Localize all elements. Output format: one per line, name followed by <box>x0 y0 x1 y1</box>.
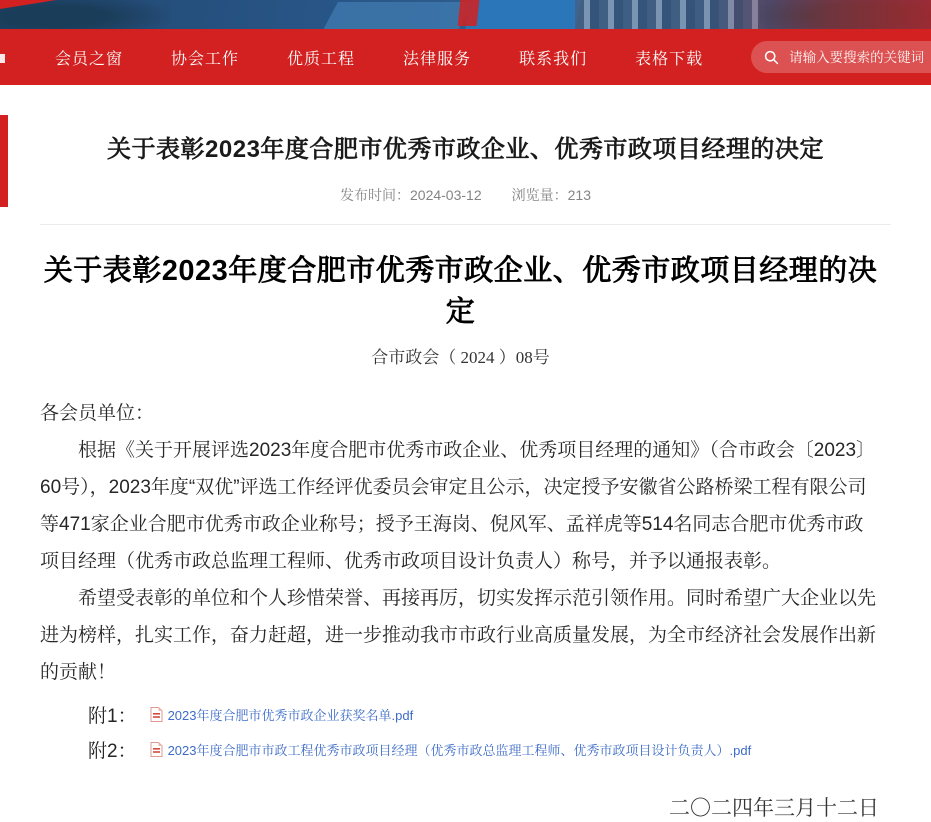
nav-item-legal-services[interactable]: 法律服务 <box>403 50 472 68</box>
document-date: 二〇二四年三月十二日 <box>669 797 879 820</box>
attachment-1-link[interactable]: 2023年度合肥市优秀市政企业获奖名单.pdf <box>167 708 414 723</box>
attachment-2-label: 附2： <box>88 741 137 762</box>
attachments <box>40 697 881 767</box>
main-nav <box>0 29 931 85</box>
nav-item-member-window[interactable]: 会员之窗 <box>55 50 124 68</box>
nav-item-association-work[interactable]: 协会工作 <box>171 50 240 68</box>
search-icon <box>764 50 779 65</box>
attachment-2-link[interactable]: 2023年度合肥市市政工程优秀市政项目经理（优秀市政总监理工程师、优秀市政项目设计负责人）.pdf <box>167 743 752 758</box>
document-title: 关于表彰2023年度合肥市优秀市政企业、优秀市政项目经理的决定 <box>43 255 878 328</box>
document-content <box>0 225 931 822</box>
header-banner-photo <box>0 0 931 29</box>
nav-item-quality-projects[interactable]: 优质工程 <box>287 50 356 68</box>
search-input[interactable] <box>787 49 931 66</box>
attachment-row-1 <box>88 697 881 732</box>
nav-item-form-download[interactable]: 表格下载 <box>635 50 704 68</box>
article-meta <box>0 185 931 205</box>
banner-red-overlay-right <box>711 0 931 29</box>
document-body <box>40 395 881 691</box>
pdf-file-icon <box>150 742 163 757</box>
paragraph-2: 希望受表彰的单位和个人珍惜荣誉、再接再厉，切实发挥示范引领作用。同时希望广大企业以先进为榜样，扎实工作，奋力赶超，进一步推动我市市政行业高质量发展，为全市经济社会发展作出新的贡献！ <box>40 588 877 683</box>
salutation: 各会员单位： <box>40 403 155 424</box>
attachment-1-label: 附1： <box>88 706 137 727</box>
view-count: 浏览量：213 <box>511 187 591 203</box>
paragraph-1: 根据《关于开展评选2023年度合肥市优秀市政企业、优秀项目经理的通知》（合市政会〔2023〕60号），2023年度“双优”评选工作经评优委员会审定且公示，决定授予安徽省公路桥梁工程有限公司等471家企业合肥市优秀市政企业称号；授予王海岗、倪风军、孟祥虎等514名同志合肥市优秀市政项目经理（优秀市政总监理工程师、优秀市政项目设计负责人）称号，并予以通报表彰。 <box>40 440 876 572</box>
search-box[interactable] <box>751 41 931 73</box>
pdf-file-icon <box>150 707 163 722</box>
cutoff-nav-item-fragment <box>0 54 5 63</box>
page-title: 关于表彰2023年度合肥市优秀市政企业、优秀市政项目经理的决定 <box>107 136 824 163</box>
nav-item-contact-us[interactable]: 联系我们 <box>519 50 588 68</box>
publish-time: 发布时间：2024-03-12 <box>340 187 482 203</box>
attachment-row-2 <box>88 732 881 767</box>
left-red-strip <box>0 115 8 207</box>
banner-red-streak <box>458 0 480 26</box>
document-number: 合市政会（ 2024 ）08号 <box>371 348 550 367</box>
